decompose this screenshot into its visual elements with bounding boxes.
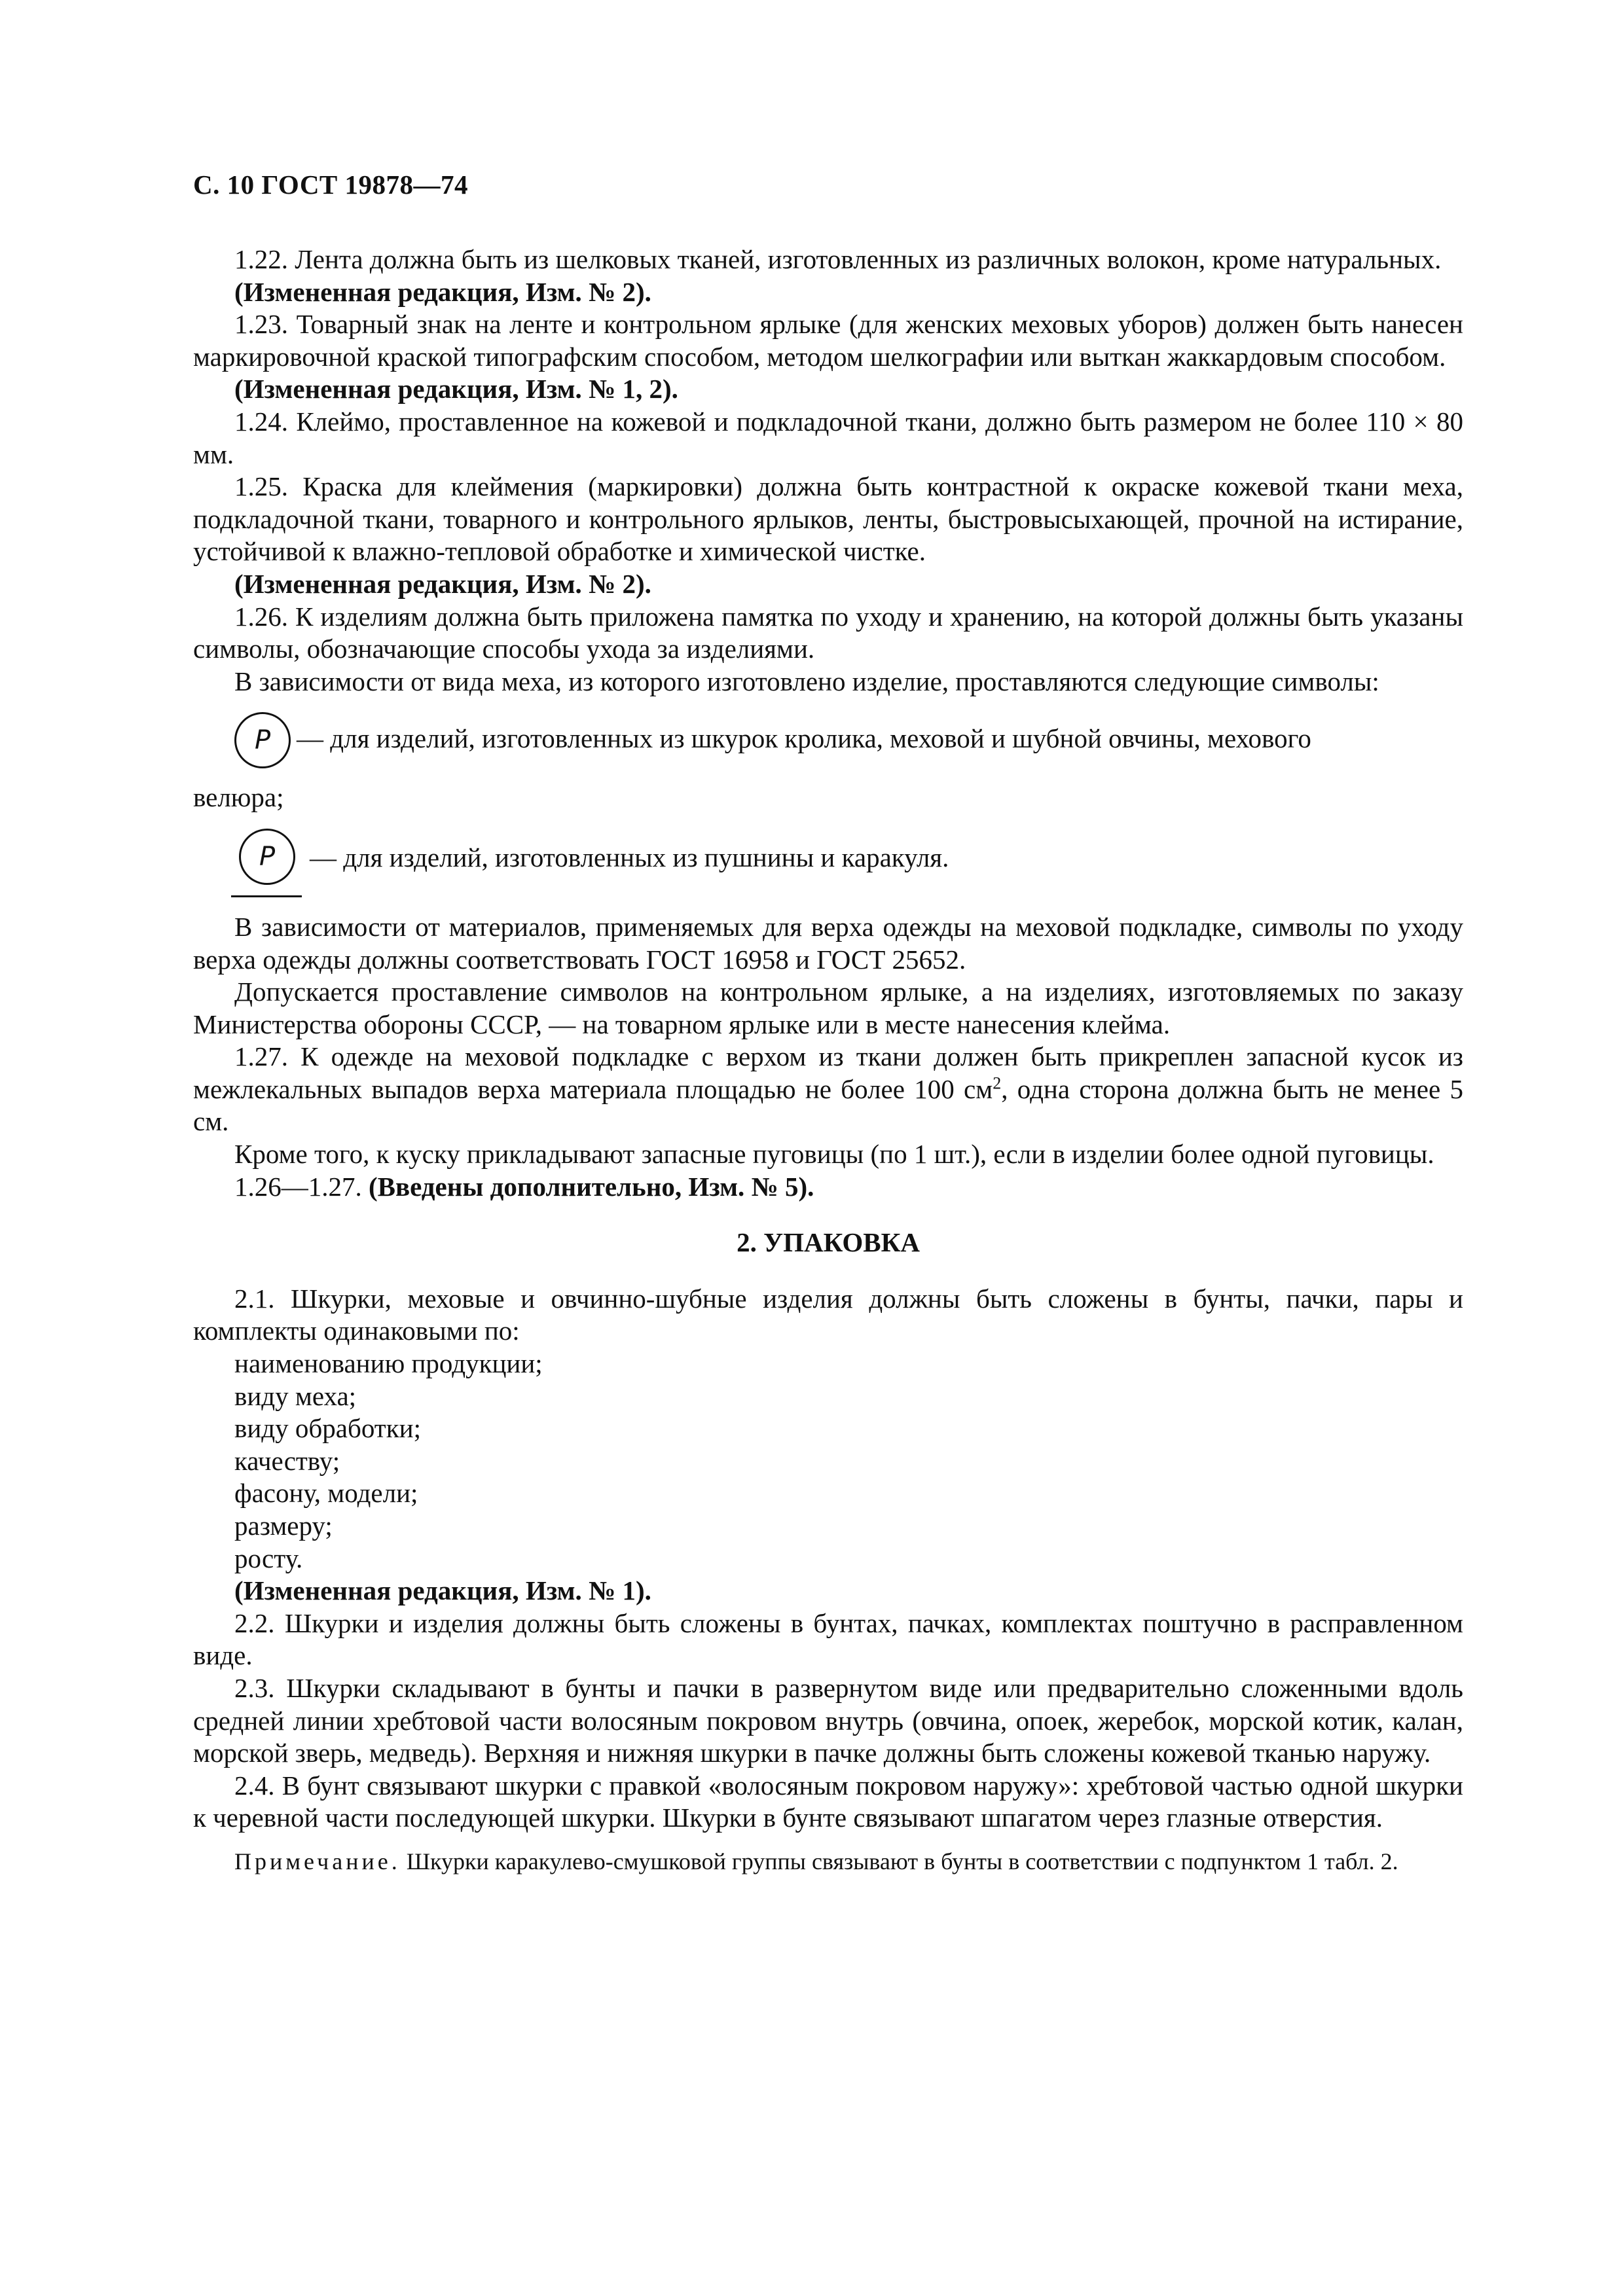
change-note: (Измененная редакция, Изм. № 1, 2). bbox=[234, 374, 678, 404]
footnote-label: Примечание. bbox=[234, 1848, 401, 1874]
superscript-2: 2 bbox=[993, 1073, 1002, 1093]
intro-note-bold: (Введены дополнительно, Изм. № 5). bbox=[369, 1171, 814, 1202]
paragraph-1-27-text: 1.27. К одежде на меховой подкладке с верхом из ткани должен быть прикреплен запасной кусок из межлекальных выпадов верха материала площадью не более 100 см bbox=[193, 1041, 1463, 1104]
paragraph-1-22: 1.22. Лента должна быть из шелковых тканей, изготовленных из различных волокон, кроме натуральных. bbox=[234, 244, 1442, 274]
list-item: качеству; bbox=[234, 1445, 340, 1476]
paragraph-1-26-labels: Допускается проставление символов на контрольном ярлыке, а на изделиях, изготовляемых по заказу Министерства обороны СССР, — на товарном ярлыке или в месте нанесения клейма. bbox=[193, 977, 1463, 1039]
paragraph-1-27-buttons: Кроме того, к куску прикладывают запасные пуговицы (по 1 шт.), если в изделии более одной пуговицы. bbox=[234, 1139, 1434, 1170]
paragraph-2-1: 2.1. Шкурки, меховые и овчинно-шубные изделия должны быть сложены в бунты, пачки, пары и комплекты одинаковыми по: bbox=[193, 1283, 1463, 1346]
page-header: С. 10 ГОСТ 19878—74 bbox=[193, 170, 469, 200]
paragraph-2-2: 2.2. Шкурки и изделия должны быть сложены в бунтах, пачках, комплектах поштучно в расправленном виде. bbox=[193, 1607, 1463, 1671]
paragraph-1-25: 1.25. Краска для клеймения (маркировки) должна быть контрастной к окраске кожевой ткани меха, подкладочной ткани, товарного и контрольного ярлыков, ленты, быстровысыхающей, прочной на истирание, устойчивой к влажно-тепловой обработке и химической чистке. bbox=[193, 471, 1463, 567]
section-2-title: 2. УПАКОВКА bbox=[737, 1227, 920, 1258]
footnote-text: Шкурки каракулево-смушковой группы связывают в бунты в соответствии с подпунктом 1 табл. 2. bbox=[400, 1848, 1398, 1874]
document-body bbox=[193, 243, 1463, 1876]
list-item: фасону, модели; bbox=[234, 1478, 418, 1509]
paragraph-1-23: 1.23. Товарный знак на ленте и контрольном ярлыке (для женских меховых уборов) должен быть нанесен маркировочной краской типографским способом, методом шелкографии или выткан жаккардовым способом. bbox=[193, 309, 1463, 372]
paragraph-1-26-care: В зависимости от материалов, применяемых для верха одежды на меховой подкладке, символы по уходу верха одежды должны соответствовать ГОСТ 16958 и ГОСТ 25652. bbox=[193, 911, 1463, 975]
paragraph-2-4: 2.4. В бунт связывают шкурки с правкой «волосяным покровом наружу»: хребтовой частью одной шкурки к черевной части последующей шкурки. Шкурки в бунте связывают шпагатом через глазные отверстия. bbox=[193, 1770, 1463, 1833]
symbol-row-1 bbox=[193, 707, 1463, 779]
change-note: (Измененная редакция, Изм. № 2). bbox=[234, 568, 651, 599]
symbol-row-2 bbox=[193, 826, 1463, 911]
list-item: размеру; bbox=[234, 1511, 333, 1541]
list-item: виду меха; bbox=[234, 1380, 357, 1411]
intro-note bbox=[193, 1171, 1463, 1204]
paragraph-1-26: 1.26. К изделиям должна быть приложена памятка по уходу и хранению, на которой должны быть указаны символы, обозначающие способы ухода за изделиями. bbox=[193, 601, 1463, 664]
change-note: (Измененная редакция, Изм. № 1). bbox=[234, 1575, 651, 1606]
paragraph-1-24: 1.24. Клеймо, проставленное на кожевой и подкладочной ткани, должно быть размером не более 110 × 80 мм. bbox=[193, 406, 1463, 469]
care-symbol-p-circle-icon: P bbox=[234, 712, 291, 768]
paragraph-1-27-text-end: , одна сторона должна быть не менее 5 см. bbox=[193, 1073, 1464, 1137]
symbol-1-description-continued: велюра; bbox=[193, 782, 284, 813]
list-item: виду обработки; bbox=[234, 1413, 421, 1444]
symbol-underline bbox=[231, 895, 302, 897]
intro-note-prefix: 1.26—1.27. bbox=[234, 1171, 362, 1202]
symbol-1-description: — для изделий, изготовленных из шкурок кролика, меховой и шубной овчины, мехового bbox=[297, 723, 1311, 754]
list-item: наименованию продукции; bbox=[234, 1348, 543, 1379]
footnote bbox=[193, 1846, 1463, 1876]
care-symbol-p-underlined-icon: P bbox=[239, 829, 295, 885]
paragraph-1-27 bbox=[193, 1041, 1463, 1138]
list-item: росту. bbox=[234, 1543, 303, 1573]
paragraph-2-3: 2.3. Шкурки складывают в бунты и пачки в развернутом виде или предварительно сложенными вдоль средней линии хребтовой части волосяным покровом внутрь (овчина, опоек, жеребок, морской котик, калан, морской зверь, медведь). Верхняя и нижняя шкурки в пачке должны быть сложены кожевой тканью наружу. bbox=[193, 1672, 1463, 1768]
change-note: (Измененная редакция, Изм. № 2). bbox=[234, 276, 651, 307]
paragraph-1-26-symbols-intro: В зависимости от вида меха, из которого изготовлено изделие, проставляются следующие символы: bbox=[234, 666, 1379, 696]
symbol-2-description: — для изделий, изготовленных из пушнины и каракуля. bbox=[310, 842, 949, 872]
